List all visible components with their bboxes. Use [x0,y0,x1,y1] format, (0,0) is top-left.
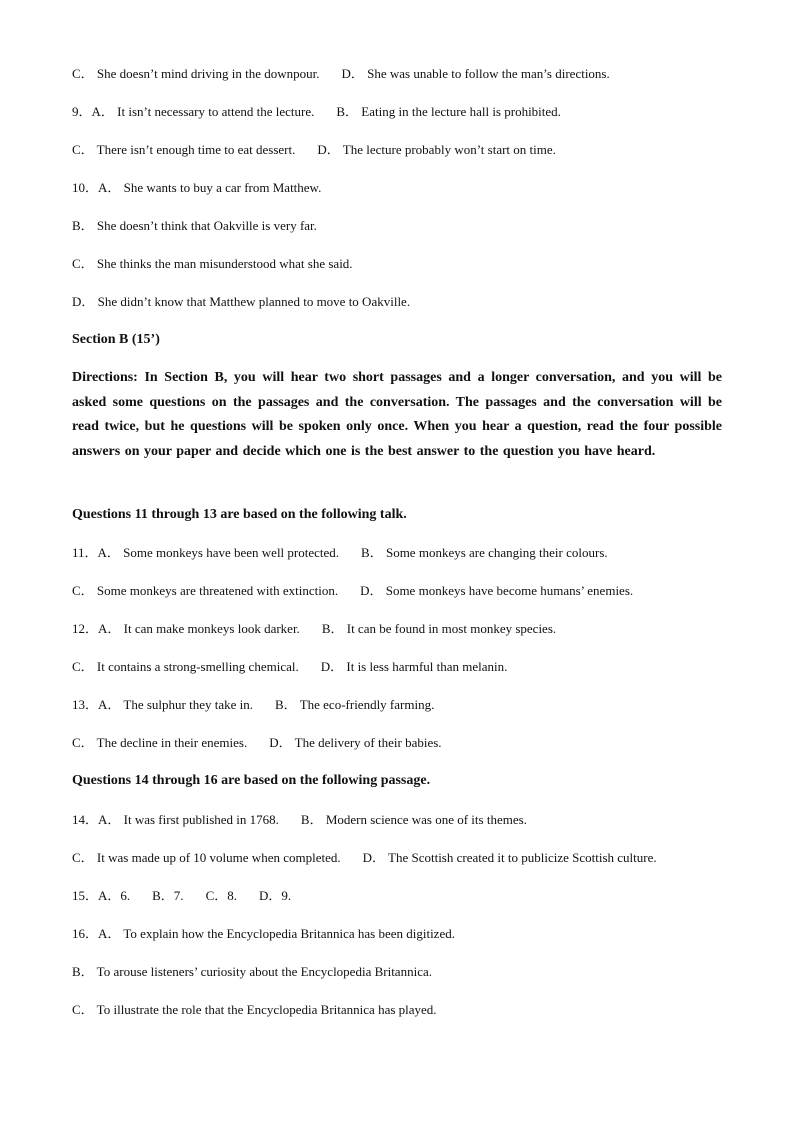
option-b: B． It can be found in most monkey species. [321,621,557,636]
option-d: D． The delivery of their babies. [269,735,442,750]
question-9-options-ab [72,104,561,120]
question-9-options-cd [72,142,556,158]
option-d: D．9. [258,888,292,903]
option-b: B． Some monkeys are changing their colours. [361,545,608,560]
question-13-options-ab [72,697,434,713]
option-d: D． The Scottish created it to publicize Scottish culture. [362,850,657,865]
section-b-title: Section B (15’) [72,332,160,347]
option-a: 13．A． The sulphur they take in. [72,697,254,712]
option-c: C． She doesn’t mind driving in the downpour. [72,66,320,81]
question-16-option-b: B． To arouse listeners’ curiosity about the Encyclopedia Britannica. [72,964,432,979]
question-11-options-ab [72,545,608,561]
question-12-options-cd [72,659,507,675]
question-10-option-b: B． She doesn’t think that Oakville is very far. [72,218,317,233]
option-c: C． The decline in their enemies. [72,735,248,750]
question-16-option-a: 16．A． To explain how the Encyclopedia Britannica has been digitized. [72,926,455,941]
option-a: 11．A． Some monkeys have been well protected. [72,545,340,560]
question-10-option-a: 10．A． She wants to buy a car from Matthew. [72,180,322,195]
option-c: C．8. [205,888,237,903]
option-b: B． Modern science was one of its themes. [300,812,527,827]
question-10-option-d: D． She didn’t know that Matthew planned to move to Oakville. [72,294,411,309]
option-c: C． Some monkeys are threatened with extinction. [72,583,339,598]
question-12-options-ab [72,621,556,637]
option-d: D． It is less harmful than melanin. [320,659,508,674]
question-8-options-cd [72,66,610,82]
questions-14-16-heading: Questions 14 through 16 are based on the following passage. [72,773,431,788]
question-15-options [72,888,291,904]
option-b: B． The eco-friendly farming. [275,697,435,712]
option-d: D． Some monkeys have become humans’ enemies. [360,583,634,598]
option-a: 12．A． It can make monkeys look darker. [72,621,300,636]
option-d: D． She was unable to follow the man’s directions. [341,66,610,81]
question-13-options-cd [72,735,442,751]
question-14-options-cd [72,850,657,866]
option-b: B． Eating in the lecture hall is prohibited. [336,104,561,119]
question-10-option-c: C． She thinks the man misunderstood what she said. [72,256,353,271]
question-16-option-c: C． To illustrate the role that the Encyclopedia Britannica has played. [72,1002,437,1017]
question-11-options-cd [72,583,633,599]
option-c: C． There isn’t enough time to eat dessert. [72,142,296,157]
option-c: C． It was made up of 10 volume when completed. [72,850,341,865]
option-a: 15．A．6. [72,888,131,903]
option-b: B．7. [152,888,184,903]
question-14-options-ab [72,812,527,828]
option-a: 14．A． It was first published in 1768. [72,812,279,827]
option-d: D． The lecture probably won’t start on time. [317,142,556,157]
option-c: C． It contains a strong-smelling chemical. [72,659,299,674]
section-b-directions: Directions: In Section B, you will hear two short passages and a longer conversation, and you will be asked some questions on the passages and the conversation. The passages and the conversation will be read twice, but he questions will be spoken only once. When you hear a question, read the four possible answers on your paper and decide which one is the best answer to the question you have heard. [72,370,722,459]
questions-11-13-heading: Questions 11 through 13 are based on the following talk. [72,507,407,522]
option-a: 9．A． It isn’t necessary to attend the lecture. [72,104,315,119]
